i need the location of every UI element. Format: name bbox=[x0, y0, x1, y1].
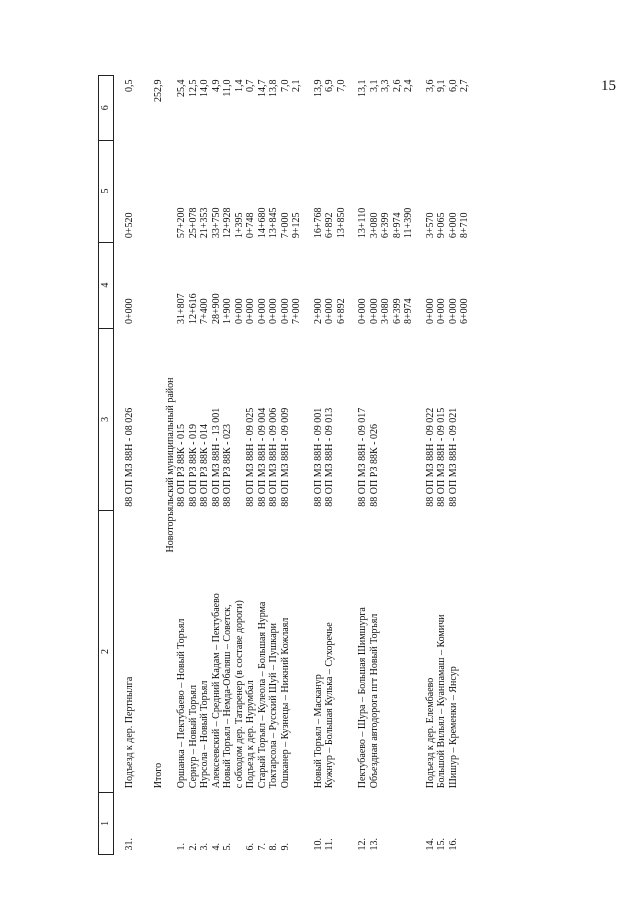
length-km bbox=[176, 76, 188, 141]
row-number bbox=[313, 792, 325, 854]
length-km-text: 13,1 bbox=[357, 79, 368, 97]
km-from bbox=[188, 242, 200, 328]
km-from-text: 0+000 bbox=[424, 298, 436, 325]
col-header-1: 1 bbox=[99, 792, 114, 854]
km-from bbox=[211, 242, 223, 328]
road-code bbox=[403, 328, 415, 511]
row-number bbox=[199, 792, 211, 854]
row-number bbox=[280, 792, 303, 854]
km-from bbox=[257, 242, 269, 328]
length-km-text: 2,6 bbox=[391, 79, 403, 92]
road-name-text: Новый Торъял – Масканур bbox=[312, 674, 324, 789]
row-number bbox=[369, 792, 381, 854]
table-row bbox=[392, 76, 404, 855]
km-from bbox=[392, 242, 404, 328]
road-name-text: Алексеевский – Средний Кадам – Пектубаево bbox=[210, 593, 222, 789]
length-km bbox=[124, 76, 136, 141]
km-to bbox=[245, 140, 257, 242]
road-name-text: Пектубаево – Шура – Большая Шимшурга bbox=[357, 607, 368, 789]
length-km-text: 0,5 bbox=[123, 79, 135, 92]
km-to bbox=[188, 140, 200, 242]
km-to bbox=[268, 140, 280, 242]
km-to bbox=[448, 140, 471, 242]
km-from-text: 6+399 bbox=[391, 298, 403, 325]
road-name bbox=[268, 511, 280, 793]
length-km-text: 13,8 bbox=[268, 79, 279, 97]
road-name-text: Старый Торъял – Кулеола – Большая Нурма bbox=[256, 601, 268, 789]
road-code bbox=[257, 328, 269, 511]
col-header-3: 3 bbox=[99, 328, 114, 511]
km-to-text: 0+748 bbox=[245, 212, 256, 239]
km-from-text: 0+000 bbox=[368, 298, 380, 325]
road-code bbox=[448, 328, 471, 511]
road-name-text: Кужнур – Большая Кулька – Сухоречье bbox=[324, 622, 335, 789]
length-km bbox=[392, 76, 404, 141]
road-name bbox=[324, 511, 347, 793]
road-code-text: 88 ОП МЗ 88Н - 09 025 bbox=[245, 407, 256, 507]
length-km bbox=[436, 76, 448, 141]
spacer-cell bbox=[415, 76, 425, 855]
total-value bbox=[153, 76, 165, 141]
road-name bbox=[188, 511, 200, 793]
length-km bbox=[268, 76, 280, 141]
km-from-text: 0+000 bbox=[256, 298, 268, 325]
total-label-text: Итого bbox=[153, 762, 164, 789]
road-code-text: 88 ОП МЗ 88Н - 08 026 bbox=[123, 407, 135, 507]
road-code bbox=[369, 328, 381, 511]
km-to-text: 8+974 bbox=[391, 212, 403, 239]
road-code-text: 88 ОП МЗ 88Н - 09 001 bbox=[312, 407, 324, 507]
km-to-text: 0+520 bbox=[123, 212, 135, 239]
road-name bbox=[403, 511, 415, 793]
road-code bbox=[425, 328, 437, 511]
km-to-text: 16+768 bbox=[312, 207, 324, 239]
km-to bbox=[199, 140, 211, 242]
road-code bbox=[380, 328, 392, 511]
length-km-text: 3,1 bbox=[368, 79, 380, 92]
road-code bbox=[357, 328, 369, 511]
road-name bbox=[245, 511, 257, 793]
km-to-text: 6+000 bbox=[447, 212, 459, 239]
length-km-text: 3,3 bbox=[380, 79, 391, 92]
length-km-text: 2,4 bbox=[403, 79, 414, 92]
length-km bbox=[188, 76, 200, 141]
spacer-row bbox=[113, 76, 124, 855]
length-km-text: 13,9 bbox=[312, 79, 324, 97]
road-name-text: Объездная автодорога пгт Новый Торъял bbox=[368, 613, 380, 789]
total-blank bbox=[153, 328, 165, 511]
km-to-text: 6+892 bbox=[324, 212, 335, 239]
km-to bbox=[392, 140, 404, 242]
km-from-text: 8+974 bbox=[403, 298, 414, 325]
road-name-text: Нурсола – Новый Торъял bbox=[199, 680, 210, 789]
road-name-text: Подъезд к дер. Пертнылга bbox=[123, 676, 135, 789]
table-row bbox=[268, 76, 280, 855]
row-number bbox=[124, 792, 136, 854]
km-to bbox=[211, 140, 223, 242]
roads-table bbox=[98, 75, 471, 855]
table-row bbox=[369, 76, 381, 855]
km-to bbox=[280, 140, 303, 242]
row-number bbox=[380, 792, 392, 854]
road-code bbox=[211, 328, 223, 511]
km-to-text: 8+710 bbox=[459, 212, 470, 239]
table-row bbox=[313, 76, 325, 855]
table-row bbox=[222, 76, 245, 855]
road-name-text: Токтарсола – Русский Шуй – Пушкари bbox=[268, 623, 279, 789]
km-to bbox=[222, 140, 245, 242]
km-to bbox=[124, 140, 136, 242]
section-title: Новоторъяльский муниципальный район bbox=[164, 377, 176, 553]
row-number-text: 6. bbox=[245, 843, 256, 851]
length-km bbox=[313, 76, 325, 141]
km-from bbox=[124, 242, 136, 328]
km-from bbox=[448, 242, 471, 328]
row-number bbox=[257, 792, 269, 854]
km-from-text: 12+616 bbox=[187, 293, 199, 325]
table-row bbox=[199, 76, 211, 855]
km-to-text: 21+353 bbox=[199, 207, 210, 239]
road-code bbox=[268, 328, 280, 511]
length-km bbox=[425, 76, 437, 141]
rotated-table-block bbox=[98, 75, 598, 855]
road-name-text: Подъезд к дер. Нурумбал bbox=[245, 680, 256, 789]
spacer-row bbox=[347, 76, 357, 855]
length-km-text: 7,0 bbox=[279, 79, 291, 92]
row-number-text: 31. bbox=[123, 838, 135, 851]
row-number bbox=[268, 792, 280, 854]
road-code-text: 88 ОП МЗ 88Н - 09 022 bbox=[424, 407, 436, 507]
row-number-text: 16. bbox=[447, 838, 459, 851]
km-to-text: 3+080 bbox=[368, 212, 380, 239]
km-from bbox=[436, 242, 448, 328]
col-header-2: 2 bbox=[99, 511, 114, 793]
km-from-text: 0+000 bbox=[447, 298, 459, 325]
row-number-text: 13. bbox=[368, 838, 380, 851]
road-name bbox=[448, 511, 471, 793]
road-code bbox=[188, 328, 200, 511]
length-km-text: 3,6 bbox=[424, 79, 436, 92]
road-name bbox=[369, 511, 381, 793]
total-blank bbox=[153, 792, 165, 854]
km-from-text: 6+000 bbox=[459, 298, 470, 325]
table-row bbox=[425, 76, 437, 855]
road-code bbox=[436, 328, 448, 511]
spacer-cell bbox=[135, 76, 153, 855]
km-from-text: 0+000 bbox=[324, 298, 335, 325]
length-km-text: 6,0 bbox=[447, 79, 459, 92]
road-code-text: 88 ОП РЗ 88К - 014 bbox=[199, 424, 210, 507]
length-km-text: 14,7 bbox=[256, 79, 268, 97]
length-km bbox=[324, 76, 347, 141]
km-from bbox=[313, 242, 325, 328]
length-km bbox=[403, 76, 415, 141]
km-from-text: 0+000 bbox=[279, 298, 291, 325]
length-km bbox=[199, 76, 211, 141]
km-to-text: 9+065 bbox=[436, 212, 447, 239]
road-name-text: Ошканер – Кузнецы – Нижний Кожлаял bbox=[279, 617, 291, 789]
spacer-cell bbox=[347, 76, 357, 855]
row-number-text: 15. bbox=[436, 838, 447, 851]
km-to bbox=[380, 140, 392, 242]
road-name bbox=[392, 511, 404, 793]
length-km bbox=[380, 76, 392, 141]
km-from bbox=[380, 242, 392, 328]
road-name-text: Шишур – Кременки – Янсур bbox=[447, 666, 459, 789]
km-to-text: 9+125 bbox=[291, 212, 302, 239]
km-from-text: 0+000 bbox=[233, 298, 245, 325]
road-code bbox=[222, 328, 245, 511]
length-km bbox=[245, 76, 257, 141]
km-to-text: 57+200 bbox=[176, 207, 187, 239]
km-from bbox=[245, 242, 257, 328]
total-blank bbox=[153, 242, 165, 328]
km-to-text: 12+928 bbox=[222, 207, 233, 239]
road-code-text: 88 ОП РЗ 88К - 015 bbox=[176, 424, 187, 507]
row-number-text: 1. bbox=[176, 843, 187, 851]
road-code bbox=[392, 328, 404, 511]
km-from bbox=[176, 242, 188, 328]
road-name bbox=[199, 511, 211, 793]
row-number-text: 10. bbox=[312, 838, 324, 851]
row-number-text: 5. bbox=[222, 843, 233, 851]
total-blank bbox=[153, 140, 165, 242]
road-code-text: 88 ОП МЗ 88Н - 09 017 bbox=[357, 407, 368, 507]
road-code-text: 88 ОП МЗ 88Н - 09 013 bbox=[324, 407, 335, 507]
road-code-text: 88 ОП МЗ 88Н - 09 015 bbox=[436, 407, 447, 507]
road-name-text: с обходом дер. Татаренер (в составе дороги) bbox=[233, 600, 245, 789]
length-km-text: 9,1 bbox=[436, 79, 447, 92]
row-number bbox=[176, 792, 188, 854]
road-name-text: Оршанка – Пектубаево – Новый Торъял bbox=[176, 618, 187, 789]
km-to bbox=[176, 140, 188, 242]
road-name bbox=[313, 511, 325, 793]
length-km-text: 14,0 bbox=[199, 79, 210, 97]
row-number-text: 7. bbox=[256, 843, 268, 851]
row-number bbox=[211, 792, 223, 854]
row-number-text: 3. bbox=[199, 843, 210, 851]
length-km-text: 2,7 bbox=[459, 79, 470, 92]
length-km bbox=[448, 76, 471, 141]
row-number-text: 11. bbox=[324, 838, 335, 851]
road-name-text: Подъезд к дер. Елембаево bbox=[424, 677, 436, 789]
row-number-text: 12. bbox=[357, 838, 368, 851]
km-to-text: 25+078 bbox=[187, 207, 199, 239]
km-from-text: 0+000 bbox=[436, 298, 447, 325]
road-code-text: 88 ОП МЗ 88Н - 13 001 bbox=[210, 407, 222, 507]
length-km bbox=[280, 76, 303, 141]
road-name bbox=[211, 511, 223, 793]
road-name-text: Сернур – Новый Торъял bbox=[187, 684, 199, 789]
km-from bbox=[425, 242, 437, 328]
length-km-text: 12,5 bbox=[187, 79, 199, 97]
header-row bbox=[99, 76, 114, 855]
road-name bbox=[176, 511, 188, 793]
col-header-4: 4 bbox=[99, 242, 114, 328]
table-row bbox=[124, 76, 136, 855]
table-row bbox=[357, 76, 369, 855]
km-from-text: 7+000 bbox=[291, 298, 302, 325]
row-number bbox=[222, 792, 245, 854]
road-code-text: 88 ОП РЗ 88К - 019 bbox=[187, 424, 199, 507]
row-number bbox=[392, 792, 404, 854]
road-code-text: 88 ОП РЗ 88К - 026 bbox=[368, 424, 380, 507]
road-code bbox=[280, 328, 303, 511]
row-number bbox=[188, 792, 200, 854]
km-to bbox=[369, 140, 381, 242]
length-km bbox=[222, 76, 245, 141]
km-from-text: 6+892 bbox=[335, 298, 347, 325]
length-km-text: 2,1 bbox=[291, 79, 302, 92]
km-from bbox=[222, 242, 245, 328]
length-km bbox=[211, 76, 223, 141]
table-row bbox=[188, 76, 200, 855]
road-code-text: 88 ОП РЗ 88К - 023 bbox=[222, 424, 233, 507]
km-from bbox=[324, 242, 347, 328]
road-name bbox=[436, 511, 448, 793]
length-km-text: 4,9 bbox=[210, 79, 222, 92]
spacer-row bbox=[303, 76, 313, 855]
length-km-text: 0,7 bbox=[245, 79, 256, 92]
km-to-text: 14+680 bbox=[256, 207, 268, 239]
length-km-text: 1,4 bbox=[233, 79, 245, 92]
km-to bbox=[403, 140, 415, 242]
table-row bbox=[448, 76, 471, 855]
road-code-text: 88 ОП МЗ 88Н - 09 009 bbox=[279, 407, 291, 507]
road-name-text: Новый Торъял – Немда-Обаляш – Советск, bbox=[222, 604, 233, 789]
row-number-text: 9. bbox=[279, 843, 291, 851]
km-to-text: 13+110 bbox=[357, 207, 368, 239]
table-row bbox=[403, 76, 415, 855]
row-number-text: 2. bbox=[187, 843, 199, 851]
road-name bbox=[280, 511, 303, 793]
road-name bbox=[222, 511, 245, 793]
table-row bbox=[245, 76, 257, 855]
section-row bbox=[165, 76, 177, 855]
road-name bbox=[425, 511, 437, 793]
km-to-text: 33+750 bbox=[210, 207, 222, 239]
km-to bbox=[324, 140, 347, 242]
km-from bbox=[369, 242, 381, 328]
road-name bbox=[380, 511, 392, 793]
table-row bbox=[324, 76, 347, 855]
km-from-text: 0+000 bbox=[357, 298, 368, 325]
length-km bbox=[257, 76, 269, 141]
km-to-text: 6+399 bbox=[380, 212, 391, 239]
road-code bbox=[199, 328, 211, 511]
km-from-text: 28+900 bbox=[210, 293, 222, 325]
km-from-text: 7+400 bbox=[199, 298, 210, 325]
col-header-6: 6 bbox=[99, 76, 114, 141]
road-name bbox=[124, 511, 136, 793]
km-to-text: 13+845 bbox=[268, 207, 279, 239]
row-number bbox=[357, 792, 369, 854]
row-number-text: 14. bbox=[424, 838, 436, 851]
road-code bbox=[176, 328, 188, 511]
table-row bbox=[211, 76, 223, 855]
road-code bbox=[245, 328, 257, 511]
km-from bbox=[268, 242, 280, 328]
km-from bbox=[199, 242, 211, 328]
km-from-text: 0+000 bbox=[245, 298, 256, 325]
km-to-text: 11+390 bbox=[403, 207, 414, 239]
table-row bbox=[436, 76, 448, 855]
road-code bbox=[313, 328, 325, 511]
length-km-text: 7,0 bbox=[335, 79, 347, 92]
km-to-text: 1+395 bbox=[233, 212, 245, 239]
spacer-cell bbox=[113, 76, 124, 855]
table-row bbox=[176, 76, 188, 855]
spacer-cell bbox=[303, 76, 313, 855]
km-to-text: 13+850 bbox=[335, 207, 347, 239]
spacer-row bbox=[415, 76, 425, 855]
km-from-text: 0+000 bbox=[123, 298, 135, 325]
road-name-text: Большой Вильял – Куанпамаш – Комичи bbox=[436, 614, 447, 789]
km-to bbox=[357, 140, 369, 242]
km-to-text: 7+000 bbox=[279, 212, 291, 239]
row-number bbox=[425, 792, 437, 854]
km-from-text: 3+080 bbox=[380, 298, 391, 325]
length-km-text: 25,4 bbox=[176, 79, 187, 97]
road-name bbox=[257, 511, 269, 793]
km-to bbox=[313, 140, 325, 242]
row-number-text: 4. bbox=[210, 843, 222, 851]
total-row bbox=[153, 76, 165, 855]
row-number bbox=[245, 792, 257, 854]
table-row bbox=[280, 76, 303, 855]
page-number: 15 bbox=[601, 78, 616, 94]
km-from bbox=[403, 242, 415, 328]
road-code bbox=[124, 328, 136, 511]
row-number bbox=[324, 792, 347, 854]
km-from bbox=[357, 242, 369, 328]
km-to bbox=[436, 140, 448, 242]
road-name bbox=[357, 511, 369, 793]
km-to bbox=[257, 140, 269, 242]
road-code-text: 88 ОП МЗ 88Н - 09 006 bbox=[268, 407, 279, 507]
row-number-text: 8. bbox=[268, 843, 279, 851]
km-from bbox=[280, 242, 303, 328]
length-km-text: 11,0 bbox=[222, 79, 233, 97]
total-value-text: 252,9 bbox=[153, 79, 164, 102]
row-number bbox=[448, 792, 471, 854]
km-to-text: 3+570 bbox=[424, 212, 436, 239]
km-from-text: 2+900 bbox=[312, 298, 324, 325]
row-number bbox=[403, 792, 415, 854]
col-header-5: 5 bbox=[99, 140, 114, 242]
total-label bbox=[153, 511, 165, 793]
road-code-text: 88 ОП МЗ 88Н - 09 004 bbox=[256, 407, 268, 507]
km-from-text: 0+000 bbox=[268, 298, 279, 325]
length-km-text: 6,9 bbox=[324, 79, 335, 92]
spacer-row bbox=[135, 76, 153, 855]
road-code-text: 88 ОП МЗ 88Н - 09 021 bbox=[447, 407, 459, 507]
length-km bbox=[369, 76, 381, 141]
length-km bbox=[357, 76, 369, 141]
road-code bbox=[324, 328, 347, 511]
km-from-text: 1+900 bbox=[222, 298, 233, 325]
km-to bbox=[425, 140, 437, 242]
row-number bbox=[436, 792, 448, 854]
km-from-text: 31+807 bbox=[176, 293, 187, 325]
table-row bbox=[380, 76, 392, 855]
table-row bbox=[257, 76, 269, 855]
